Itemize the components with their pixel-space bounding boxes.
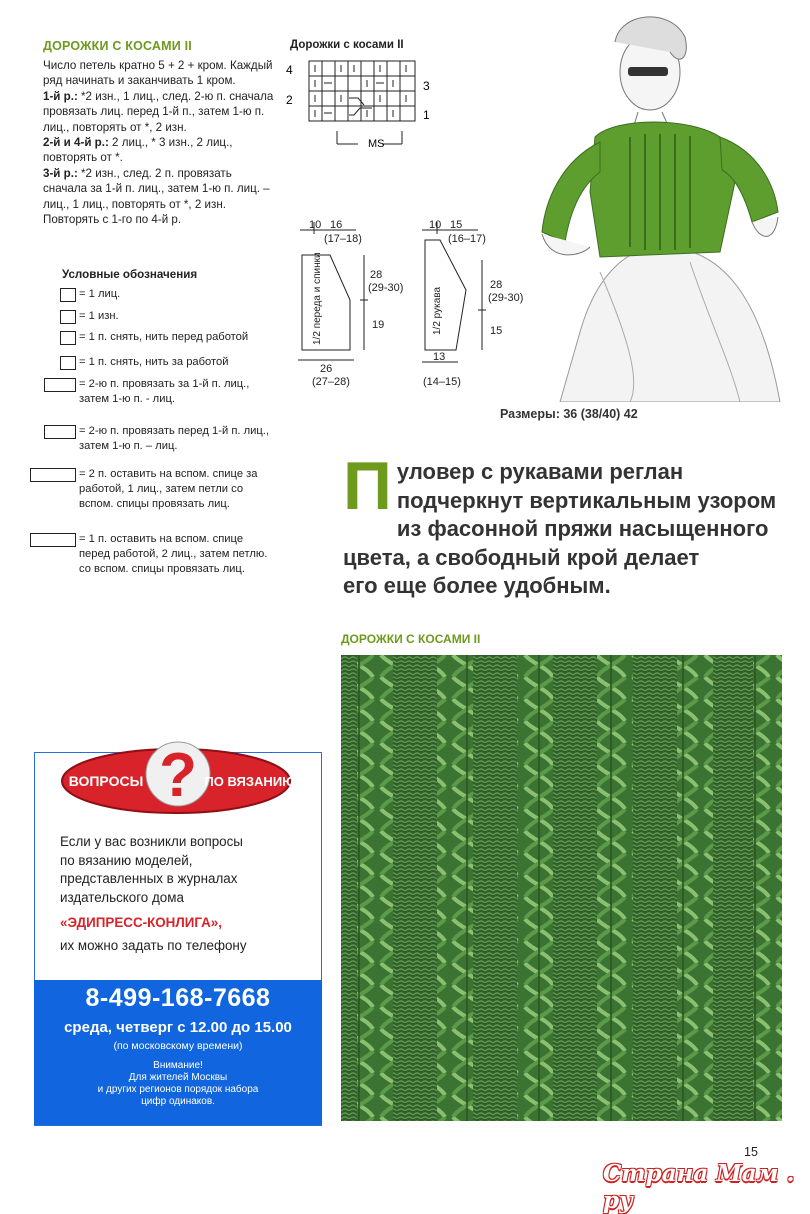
- headline-line: цвета, а свободный крой делает: [343, 544, 700, 570]
- dim-label: 10: [309, 219, 322, 231]
- garment-schematics: [282, 210, 542, 390]
- dim-label: (17–18): [324, 233, 362, 245]
- question-mark-icon: ?: [159, 741, 197, 810]
- body-label: 1/2 переда и спинки: [312, 252, 323, 345]
- legend-text: = 2-ю п. провязать за 1-й п. лиц., затем 1-ю п. - лиц.: [79, 378, 250, 405]
- purl-symbol-icon: [60, 310, 76, 324]
- call-hours: среда, четверг с 12.00 до 15.00: [64, 1019, 292, 1036]
- dim-label: 13: [433, 351, 446, 363]
- stitch-chart: [282, 56, 442, 156]
- dim-label: 26: [320, 363, 333, 375]
- legend-text: = 1 изн.: [79, 310, 119, 322]
- instruction-text: 2 лиц., * 3 изн., 2 лиц., повторять от *.: [43, 136, 233, 165]
- slip-back-icon: [60, 356, 76, 370]
- instruction-label: 2-й и 4-й р.:: [43, 136, 109, 150]
- photo-title: ДОРОЖКИ С КОСАМИ II: [341, 632, 481, 646]
- questions-line: их можно задать по телефону: [60, 937, 247, 953]
- attention-line: Внимание!: [153, 1060, 203, 1071]
- timezone-note: (по московскому времени): [113, 1040, 243, 1052]
- cross-front-icon: [44, 425, 76, 439]
- legend-text: = 2 п. оставить на вспом. спице за работой, 1 лиц., затем петли со вспом. спицы провязать лиц.: [79, 468, 258, 510]
- attention-line: Для жителей Москвы: [128, 1072, 228, 1083]
- instruction-row: [43, 212, 275, 227]
- dim-label: 28: [490, 279, 503, 291]
- cable-2-1-back-icon: [30, 468, 76, 482]
- phone-number: 8-499-168-7668: [85, 984, 271, 1012]
- questions-line: Если у вас возникли вопросы: [60, 834, 243, 849]
- questions-line: издательского дома: [60, 889, 184, 905]
- knit-symbol-icon: [60, 288, 76, 302]
- headline-line: его еще более удобным.: [343, 573, 611, 598]
- dim-label: 28: [370, 269, 383, 281]
- dim-label: (14–15): [423, 376, 461, 388]
- instruction-row: [43, 58, 275, 89]
- publisher-name: «ЭДИПРЕСС-КОНЛИГА»,: [60, 915, 222, 930]
- instruction-row: [43, 135, 275, 166]
- dim-label: 19: [372, 319, 385, 331]
- questions-line: представленных в журналах: [60, 871, 238, 886]
- dim-label: (16–17): [448, 233, 486, 245]
- instruction-text: Повторять с 1-го по 4-й р.: [43, 213, 182, 227]
- row-label: 3: [423, 79, 430, 93]
- instruction-row: [43, 166, 275, 212]
- dim-label: 15: [490, 325, 503, 337]
- headline-line: уловер с рукавами реглан: [396, 459, 684, 484]
- dim-label: (29-30): [368, 282, 404, 294]
- headline-initial: П: [343, 448, 392, 524]
- row-label: 4: [286, 63, 293, 77]
- questions-line: по вязанию моделей,: [60, 852, 193, 868]
- legend-text: = 1 п. оставить на вспом. спице перед работой, 2 лиц., затем петлю. со вспом. спицы провязать лиц.: [79, 533, 268, 575]
- repeat-label: MS: [368, 138, 385, 150]
- legend-text: = 1 п. снять, нить перед работой: [79, 331, 249, 343]
- fashion-illustration: [520, 12, 790, 402]
- page-number: 15: [744, 1145, 758, 1159]
- instruction-text: Число петель кратно 5 + 2 + кром. Каждый ряд начинать и заканчивать 1 кром.: [43, 59, 273, 88]
- instruction-row: [43, 89, 275, 135]
- instruction-text: *2 изн., 1 лиц., след. 2-ю п. сначала провязать лиц. перед 1-й п., затем 1-ю п. лиц., повторять от *, 2 изн.: [43, 89, 274, 134]
- questions-text: [60, 833, 292, 955]
- legend-title: Условные обозначения: [62, 268, 198, 281]
- dim-label: 16: [330, 219, 343, 231]
- dim-label: 15: [450, 219, 463, 231]
- dim-label: (29-30): [488, 292, 524, 304]
- row-label: 2: [286, 93, 293, 107]
- legend-text: = 1 лиц.: [79, 288, 121, 300]
- dim-label: (27–28): [312, 376, 350, 388]
- instruction-label: 3-й р.:: [43, 166, 78, 180]
- slip-front-icon: [60, 331, 76, 345]
- attention-line: цифр одинаков.: [141, 1096, 215, 1107]
- pattern-title: ДОРОЖКИ С КОСАМИ II: [43, 39, 192, 53]
- watermark: Страна Мам . ру: [603, 1160, 795, 1214]
- instruction-text: *2 изн., след. 2 п. провязать сначала за 1-й п. лиц., затем 1-ю п. лиц. – лиц., 1 лиц., повторять от *, 2 изн.: [43, 166, 270, 211]
- questions-badge: [56, 738, 296, 818]
- headline-line: подчеркнут вертикальным узором: [396, 487, 777, 513]
- knit-swatch-photo: [341, 655, 782, 1121]
- cross-behind-icon: [44, 378, 76, 392]
- sizes-label: Размеры: 36 (38/40) 42: [500, 407, 638, 421]
- legend-text: = 2-ю п. провязать перед 1-й п. лиц., затем 1-ю п. – лиц.: [79, 425, 270, 452]
- headline: [343, 448, 783, 601]
- instruction-label: 1-й р.:: [43, 89, 78, 103]
- cable-1-2-front-icon: [30, 533, 76, 547]
- pattern-instructions: [43, 58, 275, 227]
- headline-line: из фасонной пряжи насыщенного: [396, 516, 769, 541]
- legend-text: = 1 п. снять, нить за работой: [79, 356, 229, 368]
- row-label: 1: [423, 108, 430, 122]
- dim-label: 10: [429, 219, 442, 231]
- attention-note: [34, 1060, 322, 1108]
- badge-right-text: ПО ВЯЗАНИЮ: [204, 774, 296, 789]
- chart-title: Дорожки с косами II: [290, 39, 404, 51]
- sleeve-label: 1/2 рукава: [432, 286, 443, 335]
- badge-left-text: ВОПРОСЫ: [68, 773, 144, 789]
- attention-line: и других регионов порядок набора: [97, 1084, 259, 1095]
